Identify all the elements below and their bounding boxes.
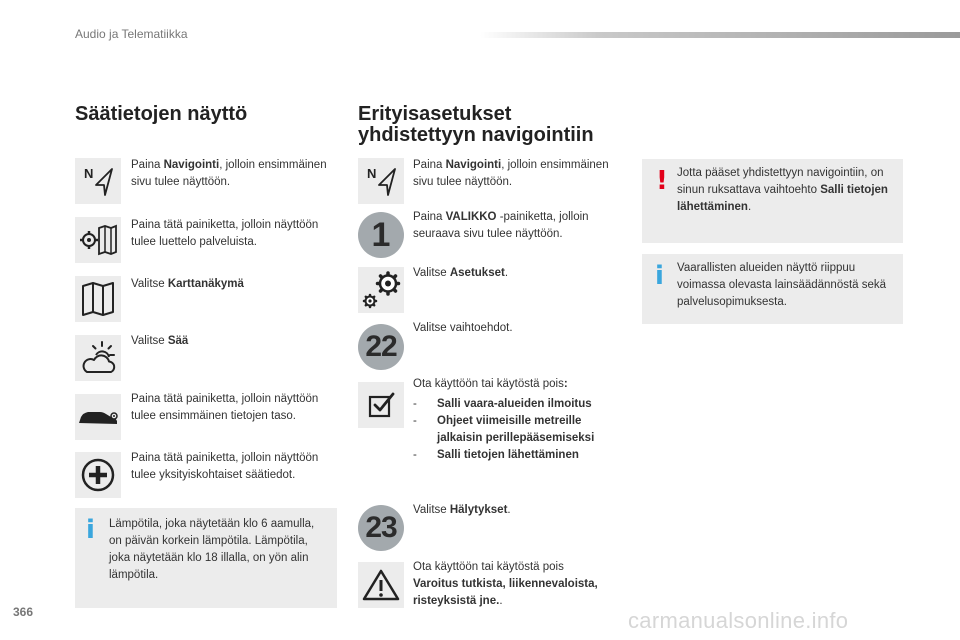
toggle-options-list	[413, 396, 628, 464]
row-bold: :	[563, 378, 568, 390]
row-text: Valitse vaihtoehdot.	[413, 322, 513, 334]
info-bold: Salli tietojen lähettäminen	[677, 184, 888, 213]
row-bold: Hälytykset	[449, 504, 508, 516]
checkbox-icon	[358, 382, 404, 428]
svg-text:N: N	[367, 166, 377, 181]
header-rule	[480, 32, 960, 38]
row-text: Valitse	[131, 335, 168, 347]
svg-text:N: N	[84, 166, 94, 181]
row-bold: Sää	[167, 335, 189, 347]
row-text: Paina tätä painiketta, jolloin näyttöön tulee ensimmäinen tietojen taso.	[131, 393, 319, 422]
row-text: Valitse	[413, 504, 450, 516]
row-text-end: , jolloin ensimmäinen sivu tulee näyttöön.	[413, 159, 609, 188]
info-icon: i	[655, 261, 664, 291]
row-bold: Asetukset	[449, 267, 505, 279]
row-bold: Varoitus tutkista, liikennevaloista, risteyksistä jne.	[413, 578, 598, 607]
middle-column-title	[358, 104, 594, 146]
step-number-badge: 23	[358, 505, 404, 551]
row-text: Paina tätä painiketta, jolloin näyttöön tulee luettelo palveluista.	[131, 219, 319, 248]
connected-navigation-warning-box	[642, 159, 903, 243]
dash: -	[413, 415, 417, 427]
toggle-option	[413, 413, 628, 447]
row-text: Valitse	[131, 278, 168, 290]
info-icon: i	[86, 515, 95, 545]
toggle-option-label: Ohjeet viimeisille metreille jalkaisin perillepääsemiseksi	[437, 415, 595, 444]
weather-icon	[75, 335, 121, 381]
navigation-n-icon	[75, 158, 121, 204]
section-header: Audio ja Telematiikka	[75, 27, 188, 41]
plus-icon	[75, 452, 121, 498]
toggle-option-label: Salli vaara-alueiden ilmoitus	[437, 398, 592, 410]
danger-zone-info-box	[642, 254, 903, 324]
dash: -	[413, 398, 417, 410]
watermark: carmanualsonline.info	[628, 608, 849, 633]
page-number: 366	[13, 605, 34, 619]
title-line: yhdistettyyn navigointiin	[358, 124, 594, 146]
row-text: Paina tätä painiketta, jolloin näyttöön tulee yksityiskohtaiset säätiedot.	[131, 452, 319, 481]
step-number-badge: 22	[358, 324, 404, 370]
row-text-end: .	[504, 267, 509, 279]
row-bold: Navigointi	[445, 159, 502, 171]
toggle-option-label: Salli tietojen lähettäminen	[437, 449, 579, 461]
info-layer-icon	[75, 394, 121, 440]
row-bold: Karttanäkymä	[167, 278, 244, 290]
row-bold: Navigointi	[163, 159, 220, 171]
row-text-end: .	[507, 504, 511, 516]
settings-gears-icon	[358, 267, 404, 313]
row-text: Paina	[131, 159, 164, 171]
toggle-option	[413, 396, 628, 413]
info-text: Jotta pääset yhdistettyyn navigointiin, on sinun ruksattava vaihtoehto	[677, 167, 884, 196]
row-text: Paina	[413, 211, 446, 223]
navigation-n-icon	[358, 158, 404, 204]
toggle-option	[413, 447, 628, 464]
temperature-info-box	[75, 508, 337, 608]
warning-triangle-icon	[358, 562, 404, 608]
info-text-end: .	[747, 201, 752, 213]
warning-exclamation-icon: !	[656, 166, 668, 196]
row-bold: VALIKKO	[445, 211, 497, 223]
row-text: Valitse	[413, 267, 450, 279]
left-column-title: Säätietojen näyttö	[75, 103, 248, 125]
row-text-end: , jolloin ensimmäinen sivu tulee näyttöön.	[131, 159, 327, 188]
info-text: Vaarallisten alueiden näyttö riippuu voimassa olevasta lainsäädännöstä sekä palvelusopimuksesta.	[677, 262, 887, 308]
map-gear-icon	[75, 217, 121, 263]
title-line: Erityisasetukset	[358, 103, 512, 125]
map-view-icon	[75, 276, 121, 322]
row-text-end: .	[499, 595, 503, 607]
row-text: Ota käyttöön tai käytöstä pois	[413, 561, 564, 573]
step-number-badge: 1	[358, 212, 404, 258]
row-text: Paina	[413, 159, 446, 171]
dash: -	[413, 449, 417, 461]
row-text: Ota käyttöön tai käytöstä pois	[413, 378, 564, 390]
info-text: Lämpötila, joka näytetään klo 6 aamulla, on päivän korkein lämpötila. Lämpötila, joka näytetään klo 18 illalla, on yön alin lämpötila.	[109, 518, 315, 581]
row-text-end: -painiketta, jolloin seuraava sivu tulee näyttöön.	[413, 211, 589, 240]
